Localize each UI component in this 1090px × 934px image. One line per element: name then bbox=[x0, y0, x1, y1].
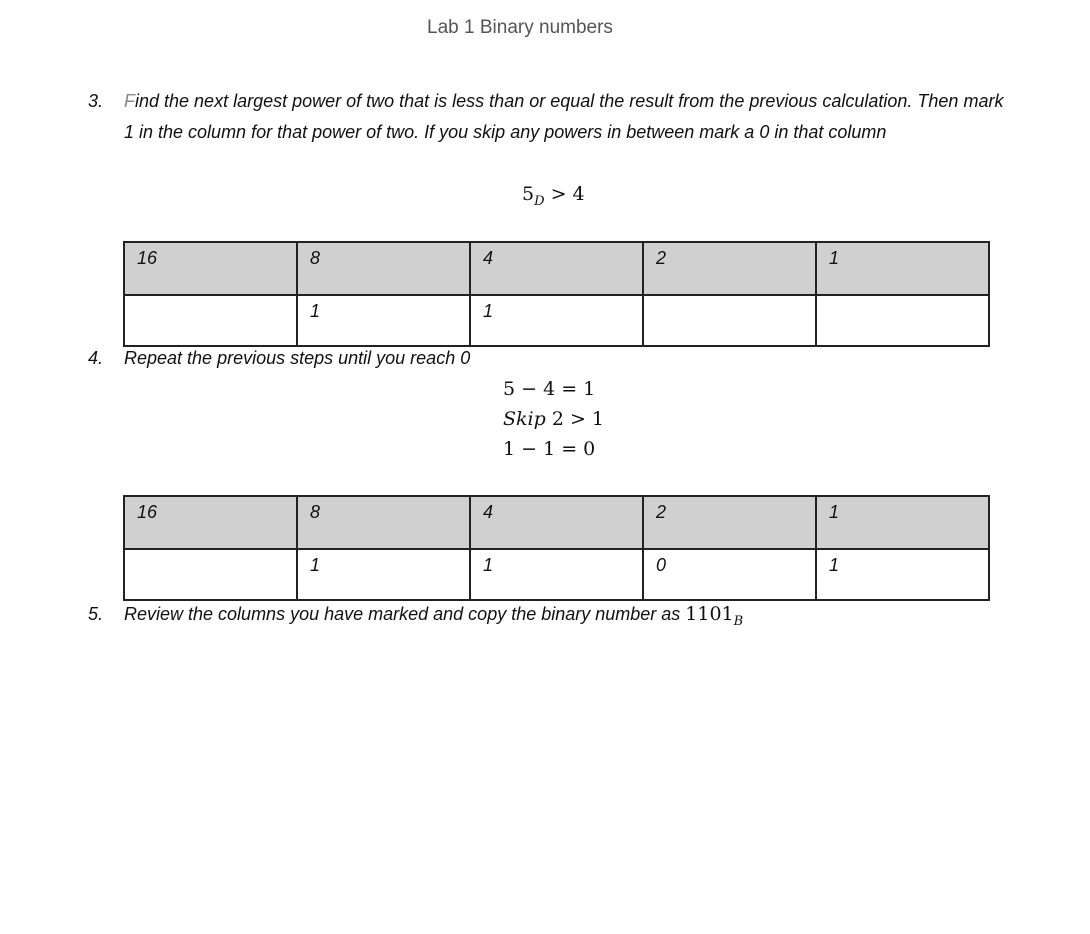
step-3-number: 3. bbox=[88, 91, 104, 111]
step-3-first-letter: F bbox=[124, 91, 135, 111]
equation-rest: > 4 bbox=[544, 183, 585, 205]
table-1-header-cell: 1 bbox=[816, 242, 989, 295]
table-2-header-row bbox=[124, 496, 989, 549]
table-2-value-cell bbox=[124, 549, 297, 600]
table-1-header-cell: 2 bbox=[643, 242, 816, 295]
table-1-value-cell bbox=[816, 295, 989, 346]
equation-line-3: 1 − 1 = 0 bbox=[503, 438, 596, 460]
table-1-value-row bbox=[124, 295, 989, 346]
step-5-text bbox=[124, 599, 1004, 632]
table-1-value-cell bbox=[124, 295, 297, 346]
table-1-header-row bbox=[124, 242, 989, 295]
page-header-title: Lab 1 Binary numbers bbox=[427, 17, 613, 38]
table-1-value-cell: 1 bbox=[297, 295, 470, 346]
binary-result bbox=[685, 603, 744, 629]
equation-base: 5 bbox=[522, 183, 535, 205]
equation-skip-rest: 2 > 1 bbox=[545, 408, 604, 430]
equation-skip-word: Skip bbox=[503, 408, 546, 430]
step-4-number: 4. bbox=[88, 348, 104, 368]
binary-table-2 bbox=[123, 495, 990, 601]
table-2-value-row bbox=[124, 549, 989, 600]
step-4-text: Repeat the previous steps until you reach 0 bbox=[124, 348, 471, 368]
table-2-header-cell: 16 bbox=[124, 496, 297, 549]
table-1-value-cell: 1 bbox=[470, 295, 643, 346]
binary-result-value: 1101 bbox=[685, 603, 734, 625]
table-2-header-cell: 4 bbox=[470, 496, 643, 549]
equation-subscript: D bbox=[534, 194, 545, 209]
table-2-value-cell: 1 bbox=[816, 549, 989, 600]
table-2-header-cell: 1 bbox=[816, 496, 989, 549]
table-2-header-cell: 2 bbox=[643, 496, 816, 549]
step-3-text-rest: ind the next largest power of two that is less than or equal the result from the previous calculation. Then mark 1 in the column for that power of two. If you skip any powers in between mark a 0 in that column bbox=[124, 91, 1004, 142]
binary-result-subscript: B bbox=[733, 614, 744, 629]
table-1-value-cell bbox=[643, 295, 816, 346]
step-5-number: 5. bbox=[88, 604, 104, 624]
table-1-header-cell: 16 bbox=[124, 242, 297, 295]
step-3-text bbox=[124, 86, 1004, 148]
table-1-header-cell: 4 bbox=[470, 242, 643, 295]
table-2-value-cell: 1 bbox=[470, 549, 643, 600]
table-2-value-cell: 0 bbox=[643, 549, 816, 600]
table-2-value-cell: 1 bbox=[297, 549, 470, 600]
step-5-text-body: Review the columns you have marked and copy the binary number as bbox=[124, 604, 686, 624]
table-1-header-cell: 8 bbox=[297, 242, 470, 295]
table-2-header-cell: 8 bbox=[297, 496, 470, 549]
equation-line-1: 5 − 4 = 1 bbox=[503, 378, 596, 400]
binary-table-1 bbox=[123, 241, 990, 347]
step-3-equation bbox=[522, 183, 585, 209]
equation-line-2 bbox=[503, 408, 604, 430]
